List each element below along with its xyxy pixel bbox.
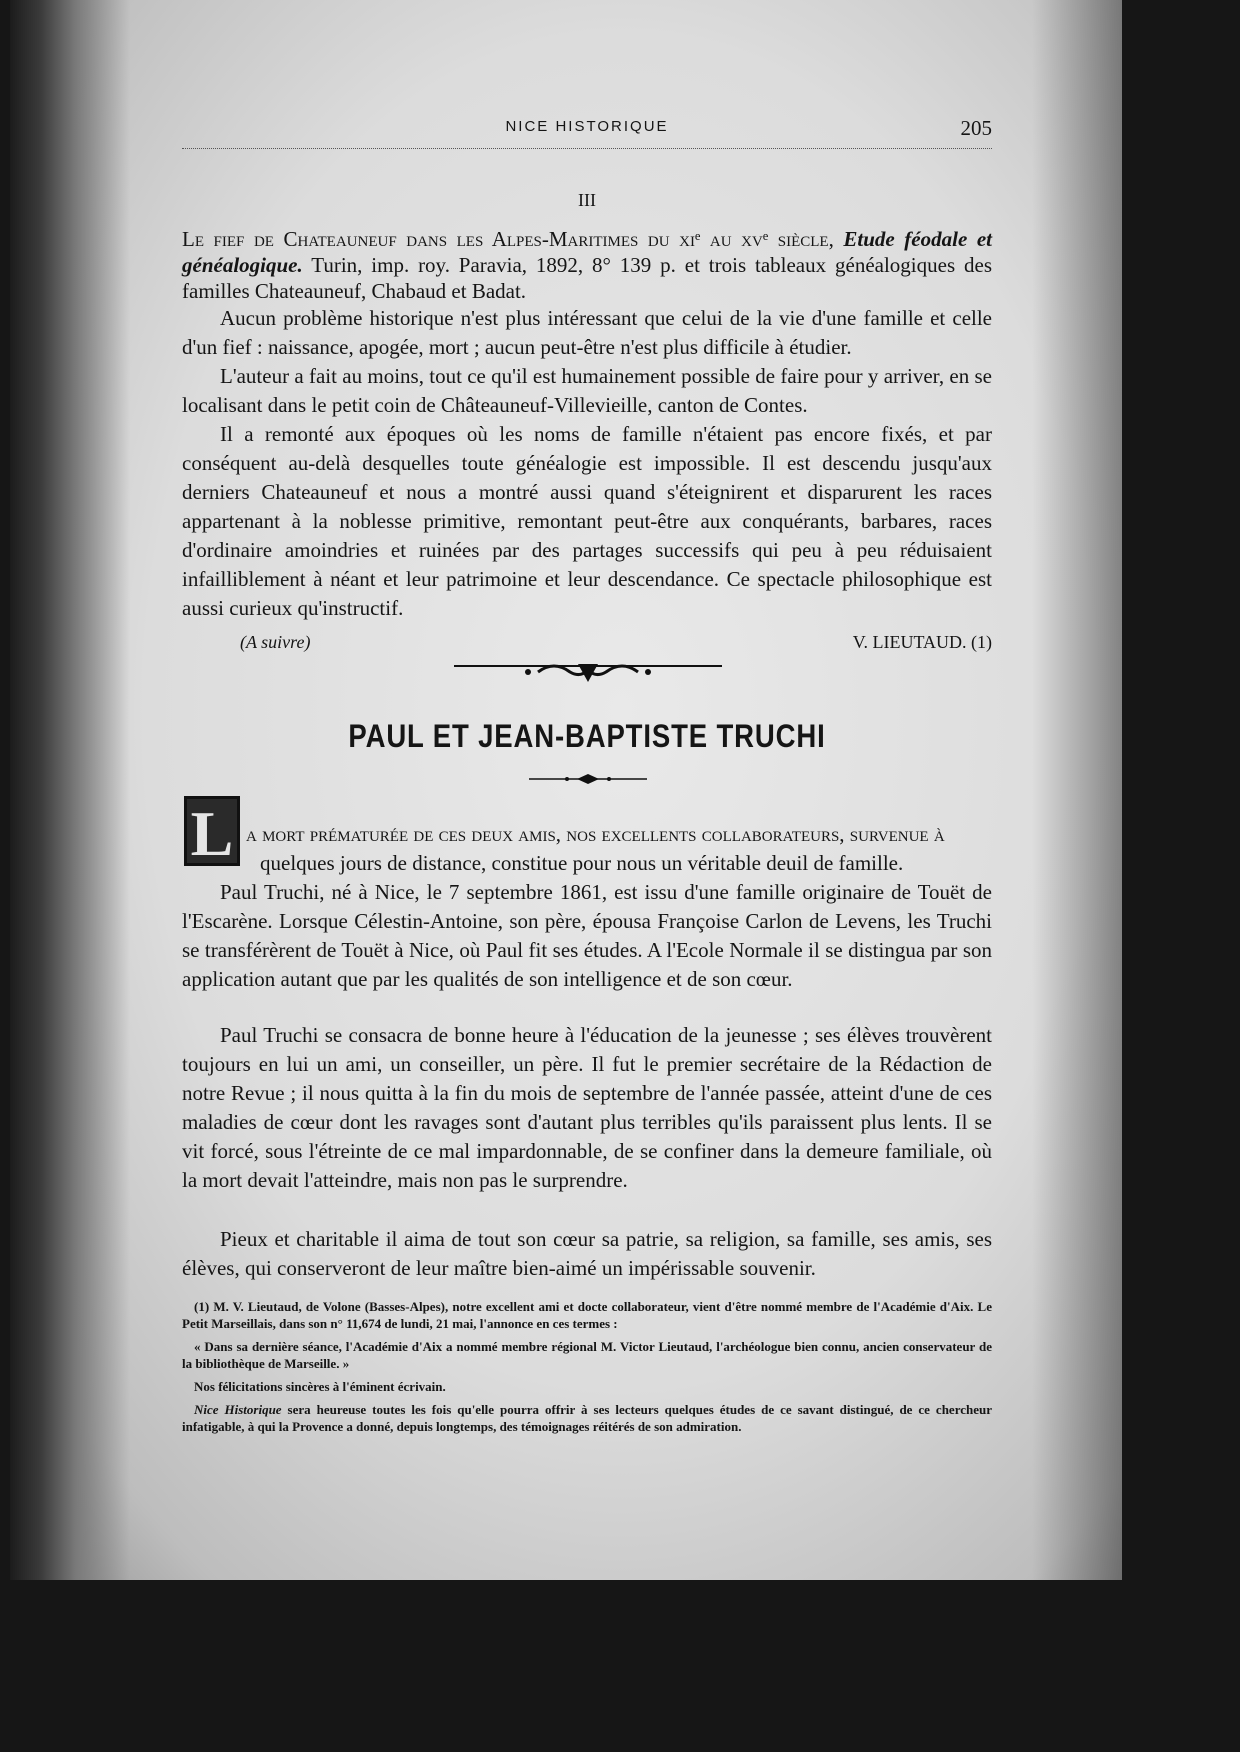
signature-line <box>182 632 992 658</box>
running-title: NICE HISTORIQUE <box>505 118 669 135</box>
footnote-congrats: Nos félicitations sincères à l'éminent écrivain. <box>194 1379 446 1394</box>
footnote-note <box>182 1401 992 1435</box>
footnote-1: (1) M. V. Lieutaud, de Volone (Basses-Alpes), notre excellent ami et docte collaborateur, vient d'être nommé membre de l'Académie d'Aix. Le Petit Marseillais, dans son n° 11,674 de lundi, 21 mai, l'annonce en ces termes : <box>182 1299 992 1331</box>
lead-line-1: a mort prématurée de ces deux amis, nos excellents collaborateurs, survenue à <box>246 822 945 846</box>
review-paragraph-2: L'auteur a fait au moins, tout ce qu'il est humainement possible de faire pour y arriver, en se localisant dans le petit coin de Châteauneuf-Villevieille, canton de Contes. <box>182 364 992 417</box>
footnotes <box>182 1298 992 1441</box>
lead-line-2: quelques jours de distance, constitue pour nous un véritable deuil de famille. <box>260 851 904 875</box>
review-paragraph-3: Il a remonté aux époques où les noms de famille n'étaient pas encore fixés, et par conséquent au-delà desquelles toute généalogie est impossible. Il est descendu jusqu'aux derniers Chateauneuf et nous a montré aussi quand s'éteignirent et disparurent les races appartenant à la noblesse primitive, remontant peut-être aux conquérants, barbares, races d'ordinaire amoindries et ruinées par des partages successifs qui peu à peu réduisaient infailliblement à néant et leur patrimoine et leur descendance. Ce spectacle philosophique est aussi curieux qu'instructif. <box>182 422 992 620</box>
footnote-quote: « Dans sa dernière séance, l'Académie d'Aix a nommé membre régional M. Victor Lieutaud, l'archéologue bien connu, ancien conservateur de la bibliothèque de Marseille. » <box>182 1339 992 1371</box>
article-title: PAUL ET JEAN-BAPTISTE TRUCHI <box>348 718 826 754</box>
page-number: 205 <box>960 116 992 140</box>
article-paragraph-3: Pieux et charitable il aima de tout son cœur sa patrie, sa religion, sa famille, ses amis, ses élèves, qui conserveront de leur maître bien-aimé un impérissable souvenir. <box>182 1227 992 1280</box>
running-header <box>182 118 992 149</box>
page-edge-shadow <box>1032 0 1122 1580</box>
author-signature: V. LIEUTAUD. (1) <box>852 632 992 652</box>
fleuron-ornament-icon <box>454 660 722 684</box>
book-page <box>10 0 1122 1580</box>
reference-title: Le fief de Chateauneuf dans les Alpes-Maritimes du xiᵉ au xvᵉ siècle, <box>182 227 834 251</box>
title-divider-icon <box>529 772 647 786</box>
footnote-journal-name: Nice Historique <box>194 1402 282 1417</box>
footnote-note-text: sera heureuse toutes les fois qu'elle pourra offrir à ses lecteurs quelques études de ce savant distingué, de ce chercheur infatigable, à qui la Provence a donné, depuis longtemps, des témoignages réitérés de son admiration. <box>182 1402 992 1434</box>
bibliographic-reference <box>182 226 992 304</box>
reference-subtitle: Etude féodale et généalogique. <box>182 227 992 277</box>
article-lead <box>182 820 992 878</box>
review-paragraph-1: Aucun problème historique n'est plus intéressant que celui de la vie d'une famille et celle d'un fief : naissance, apogée, mort ; aucun peut-être n'est plus difficile à étudier. <box>182 306 992 359</box>
to-be-continued: (A suivre) <box>240 632 311 652</box>
article-paragraph-1: Paul Truchi, né à Nice, le 7 septembre 1861, est issu d'une famille originaire de Touët de l'Escarène. Lorsque Célestin-Antoine, son père, épousa Françoise Carlon de Levens, les Truchi se transférèrent de Touët à Nice, où Paul fit ses études. A l'Ecole Normale il se distingua par son application autant que par les qualités de son intelligence et de son cœur. <box>182 880 992 991</box>
section-numeral: III <box>578 190 596 210</box>
ornamental-drop-cap: L <box>184 796 240 866</box>
article-paragraph-2: Paul Truchi se consacra de bonne heure à l'éducation de la jeunesse ; ses élèves trouvèrent toujours en lui un ami, un conseiller, un père. Il fut le premier secrétaire de la Rédaction de notre Revue ; il nous quitta à la fin du mois de septembre de l'année passée, atteint d'une de ces maladies de cœur dont les ravages sont d'autant plus terribles qu'ils paraissent plus lents. Il se vit forcé, sous l'étreinte de ce mal impardonnable, de se confiner dans la demeure familiale, où la mort devait l'atteindre, mais non pas le surprendre. <box>182 1023 992 1192</box>
reference-details: Turin, imp. roy. Paravia, 1892, 8° 139 p. et trois tableaux généalogiques des familles Chateauneuf, Chabaud et Badat. <box>182 253 992 303</box>
book-spine-shadow <box>10 0 130 1580</box>
